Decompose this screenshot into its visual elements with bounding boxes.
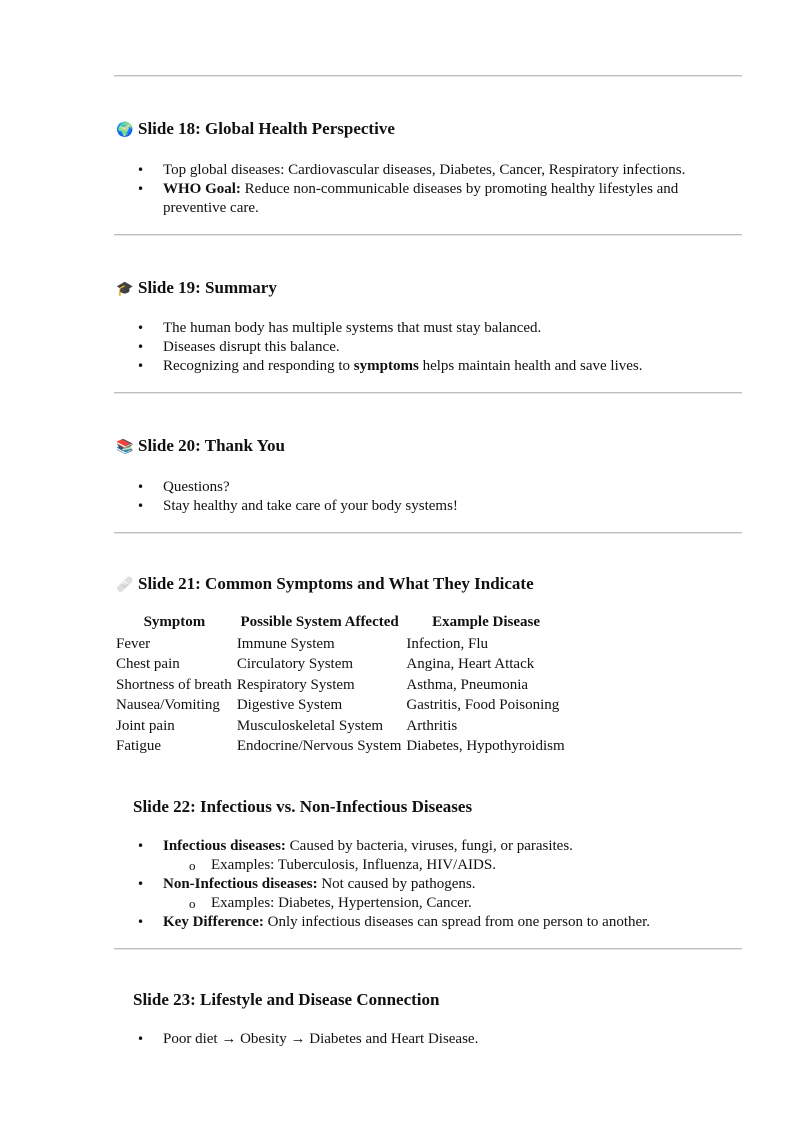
- bullet-text: Reduce non-communicable diseases by promoting healthy lifestyles and preventive care.: [163, 181, 679, 216]
- divider-top: [114, 75, 742, 77]
- table-cell: Musculoskeletal System: [236, 717, 384, 734]
- table-row: [114, 737, 568, 758]
- table-row: [114, 655, 568, 676]
- slide-23-list: [163, 1030, 743, 1049]
- slide-20-title: Slide 20: Thank You: [138, 436, 285, 455]
- divider: [114, 234, 742, 236]
- sub-list-item: [211, 894, 743, 913]
- table-cell: Circulatory System: [236, 656, 354, 673]
- slide-20-heading: [116, 436, 285, 456]
- table-cell: Gastritis, Food Poisoning: [406, 697, 560, 714]
- table-cell: Fever: [116, 635, 151, 652]
- slide-19-heading: [116, 278, 277, 298]
- list-item: [163, 338, 743, 357]
- slide-22-title: Slide 22: Infectious vs. Non-Infectious Diseases: [133, 797, 473, 816]
- bullet-text: Recognizing and responding to: [163, 358, 354, 374]
- table-cell: Digestive System: [236, 697, 343, 714]
- table-cell: Angina, Heart Attack: [406, 656, 535, 673]
- table-cell: Endocrine/Nervous System: [236, 738, 402, 755]
- bullet-text: Caused by bacteria, viruses, fungi, or parasites.: [285, 838, 573, 854]
- table-cell: Infection, Flu: [406, 635, 489, 652]
- symptoms-table: [114, 612, 568, 757]
- bullet-bold: Key Difference:: [163, 914, 264, 930]
- bullet-bold: WHO Goal:: [163, 181, 241, 197]
- table-cell: Diabetes, Hypothyroidism: [406, 738, 565, 755]
- divider: [114, 532, 742, 534]
- table-cell: Immune System: [236, 635, 335, 652]
- slide-19-title: Slide 19: Summary: [138, 278, 277, 297]
- slide-18-list: [163, 161, 743, 218]
- table-cell: Shortness of breath: [116, 676, 232, 693]
- table-cell: Joint pain: [116, 717, 175, 734]
- slide-22-list: [163, 837, 743, 932]
- list-item: [163, 875, 743, 913]
- slide-23-heading: [133, 990, 439, 1010]
- table-header-row: [114, 612, 568, 634]
- list-item: [163, 497, 743, 516]
- table-row: [114, 716, 568, 737]
- list-item: [163, 837, 743, 875]
- list-item: [163, 357, 743, 376]
- slide-21-heading: [116, 574, 534, 594]
- table-cell: Nausea/Vomiting: [116, 697, 220, 714]
- table-row: [114, 675, 568, 696]
- sub-list: [163, 894, 743, 913]
- table-header: Possible System Affected: [240, 613, 399, 630]
- slide-22-heading: [133, 797, 472, 817]
- bullet-bold: Infectious diseases:: [163, 838, 286, 854]
- table-header: Symptom: [143, 613, 206, 630]
- bullet-bold: Non-Infectious diseases:: [163, 876, 318, 892]
- list-item: [163, 161, 743, 180]
- sub-bullet-text: Examples: Tuberculosis, Influenza, HIV/AIDS.: [211, 857, 496, 873]
- graduation-cap-icon: 🎓: [116, 281, 134, 297]
- bullet-text: Questions?: [163, 479, 230, 495]
- bullet-text: Not caused by pathogens.: [317, 876, 476, 892]
- table-header: Example Disease: [432, 613, 540, 630]
- bullet-bold: symptoms: [353, 358, 419, 374]
- slide-23-title: Slide 23: Lifestyle and Disease Connection: [133, 990, 440, 1009]
- slide-19-list: [163, 319, 743, 376]
- slide-18-title: Slide 18: Global Health Perspective: [138, 119, 395, 138]
- sub-list-item: [211, 856, 743, 875]
- table-cell: Chest pain: [116, 656, 180, 673]
- table-cell: Respiratory System: [236, 676, 355, 693]
- slide-21-title: Slide 21: Common Symptoms and What They Indicate: [138, 574, 534, 593]
- bandage-icon: 🩹: [116, 577, 134, 593]
- sub-bullet-text: Examples: Diabetes, Hypertension, Cancer.: [211, 895, 472, 911]
- sub-list: [163, 856, 743, 875]
- table-row: [114, 634, 568, 655]
- globe-icon: 🌍: [116, 122, 134, 138]
- divider: [114, 948, 742, 950]
- table-cell: Arthritis: [406, 717, 458, 734]
- list-item: [163, 913, 743, 932]
- bullet-text: The human body has multiple systems that must stay balanced.: [163, 320, 542, 336]
- bullet-text: Only infectious diseases can spread from one person to another.: [263, 914, 651, 930]
- bullet-text: Stay healthy and take care of your body systems!: [163, 498, 458, 514]
- books-icon: 📚: [116, 439, 134, 455]
- list-item: [163, 1030, 743, 1049]
- list-item: [163, 319, 743, 338]
- bullet-text: Top global diseases: Cardiovascular diseases, Diabetes, Cancer, Respiratory infections.: [163, 162, 686, 178]
- bullet-text: Poor diet → Obesity → Diabetes and Heart Disease.: [163, 1031, 479, 1047]
- bullet-text: helps maintain health and save lives.: [418, 358, 643, 374]
- slide-18-heading: [116, 119, 395, 139]
- table-row: [114, 696, 568, 717]
- list-item: [163, 478, 743, 497]
- bullet-text: Diseases disrupt this balance.: [163, 339, 340, 355]
- divider: [114, 392, 742, 394]
- table-cell: Fatigue: [116, 738, 161, 755]
- table-cell: Asthma, Pneumonia: [406, 676, 529, 693]
- list-item: [163, 180, 743, 218]
- slide-20-list: [163, 478, 743, 516]
